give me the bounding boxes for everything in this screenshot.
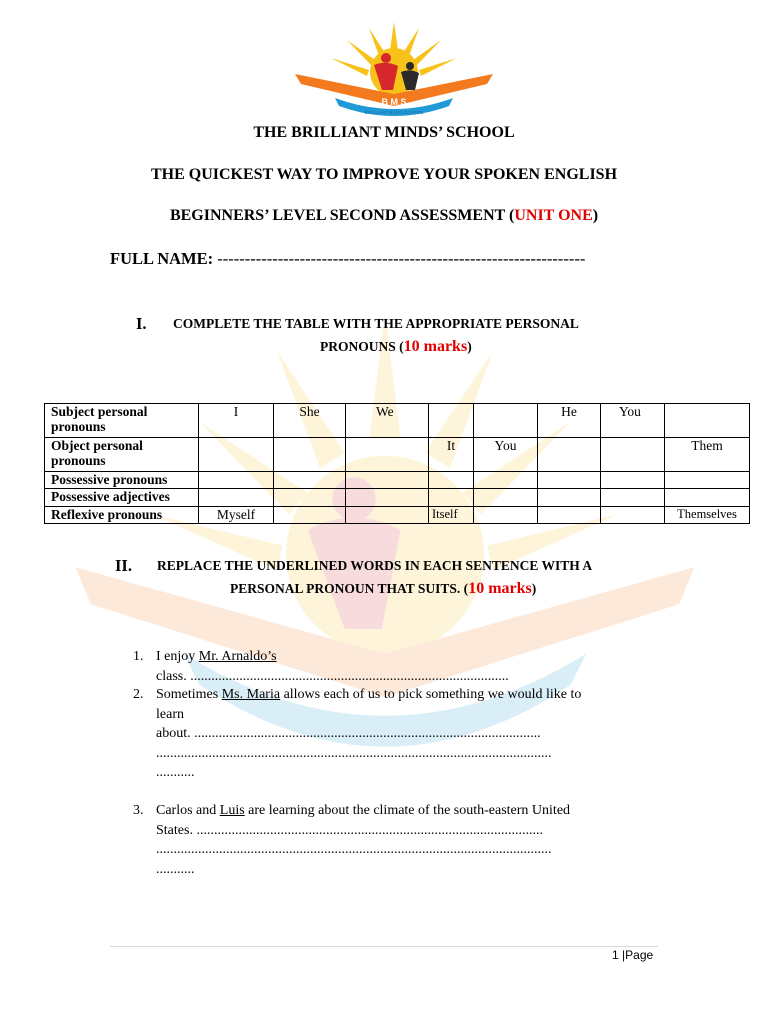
table-row-possessive-pronouns — [45, 472, 750, 489]
full-name-label: FULL NAME: — [110, 249, 214, 268]
section-2-marks: 10 marks — [468, 580, 532, 597]
table-cell[interactable]: You — [601, 404, 665, 438]
question-2-text-cont: allows each of us to pick something we would like to — [280, 687, 582, 702]
section-2-instruction-line1: REPLACE THE UNDERLINED WORDS IN EACH SENTENCE WITH A — [157, 558, 593, 573]
table-cell[interactable]: Them — [665, 438, 750, 472]
answer-line[interactable]: ........... — [156, 765, 195, 780]
page-number-value: 1 — [612, 948, 619, 962]
table-cell[interactable]: I — [199, 404, 274, 438]
table-cell[interactable] — [665, 404, 750, 438]
answer-line[interactable]: ................................................................................................................. — [156, 745, 552, 761]
table-row-possessive-adjectives — [45, 489, 750, 507]
section-2-instruction-line2 — [230, 580, 536, 598]
question-2-text-wrap: learn — [156, 706, 184, 722]
full-name-blank[interactable]: ------------------------------------------------------------------- — [217, 249, 586, 268]
table-cell[interactable] — [274, 489, 346, 507]
answer-line[interactable]: States. ................................................................................................... — [156, 822, 543, 838]
table-cell[interactable]: You — [474, 438, 538, 472]
table-cell[interactable]: He — [538, 404, 601, 438]
pronoun-table — [44, 403, 750, 524]
table-cell[interactable] — [199, 438, 274, 472]
table-cell[interactable]: Myself — [199, 507, 274, 524]
answer-line[interactable]: class. ........................................................................................... — [156, 668, 509, 684]
table-cell[interactable] — [474, 404, 538, 438]
table-cell[interactable] — [538, 489, 601, 507]
assessment-title — [0, 207, 768, 225]
table-cell[interactable] — [429, 489, 474, 507]
question-2 — [156, 685, 581, 783]
course-title: THE QUICKEST WAY TO IMPROVE YOUR SPOKEN ENGLISH — [150, 166, 618, 183]
section-1-marks: 10 marks — [403, 338, 468, 355]
section-1-instruction-line1: COMPLETE THE TABLE WITH THE APPROPRIATE PERSONAL — [173, 316, 579, 331]
unit-label: UNIT ONE — [514, 207, 593, 224]
question-3-text: Carlos and — [156, 803, 220, 818]
underlined-words: Ms. Maria — [221, 687, 281, 702]
table-cell[interactable] — [274, 438, 346, 472]
row-label: Possessive pronouns — [45, 472, 199, 489]
answer-line[interactable]: about. ................................................................................................... — [156, 726, 541, 741]
question-2-number: 2. — [133, 687, 144, 702]
table-cell[interactable] — [538, 507, 601, 524]
full-name-field[interactable] — [110, 249, 585, 269]
question-2-text: Sometimes — [156, 687, 222, 702]
row-label: Subject personal pronouns — [45, 404, 199, 438]
table-cell[interactable] — [601, 472, 665, 489]
table-cell[interactable] — [346, 472, 429, 489]
logo-letters: B M S — [381, 97, 407, 107]
question-1 — [156, 647, 509, 686]
question-3-number: 3. — [133, 803, 144, 818]
table-cell[interactable] — [601, 507, 665, 524]
answer-line[interactable]: ........... — [156, 861, 195, 877]
table-cell[interactable] — [274, 472, 346, 489]
section-1-line2-suffix: ) — [467, 339, 472, 354]
table-row-subject — [45, 404, 750, 438]
table-row-reflexive — [45, 507, 750, 524]
footer-divider — [110, 946, 658, 947]
assessment-prefix: BEGINNERS’ LEVEL SECOND ASSESSMENT ( — [169, 207, 515, 224]
table-cell[interactable]: It — [429, 438, 474, 472]
table-cell[interactable]: We — [346, 404, 429, 438]
table-cell[interactable] — [538, 472, 601, 489]
table-cell[interactable] — [474, 489, 538, 507]
table-cell[interactable]: She — [274, 404, 346, 438]
page-number — [612, 948, 653, 962]
answer-line[interactable]: ................................................................................................................. — [156, 842, 552, 857]
section-2-line2-prefix: PERSONAL PRONOUN THAT SUITS. ( — [230, 581, 469, 596]
table-cell[interactable] — [665, 489, 750, 507]
table-cell[interactable] — [601, 489, 665, 507]
table-cell[interactable] — [601, 438, 665, 472]
table-cell[interactable] — [199, 489, 274, 507]
table-cell[interactable]: Itself — [429, 507, 474, 524]
section-2-numeral: II. — [115, 556, 132, 575]
section-2-line2-suffix: ) — [531, 581, 537, 596]
table-cell[interactable] — [346, 438, 429, 472]
table-cell[interactable] — [474, 507, 538, 524]
section-1-instruction-line2 — [320, 338, 472, 356]
question-1-number: 1. — [133, 649, 144, 664]
question-3-text-cont: are learning about the climate of the south-eastern United — [244, 803, 571, 818]
assessment-suffix: ) — [592, 207, 599, 224]
table-cell[interactable] — [429, 472, 474, 489]
row-label: Possessive adjectives — [45, 489, 199, 507]
section-1-line2-prefix: PRONOUNS ( — [320, 339, 404, 354]
table-cell[interactable] — [274, 507, 346, 524]
page-label: |Page — [622, 948, 654, 962]
table-cell[interactable] — [429, 404, 474, 438]
row-label: Object personal pronouns — [45, 438, 199, 472]
question-3 — [156, 801, 570, 879]
table-row-object — [45, 438, 750, 472]
school-logo — [289, 20, 499, 116]
table-cell[interactable] — [199, 472, 274, 489]
table-cell[interactable] — [474, 472, 538, 489]
row-label: Reflexive pronouns — [45, 507, 199, 524]
logo-ring-text: BRILLIANT MINDS SCHOOL — [364, 110, 424, 115]
table-cell[interactable] — [346, 507, 429, 524]
section-1-numeral: I. — [136, 314, 147, 333]
table-cell[interactable] — [346, 489, 429, 507]
school-name: THE BRILLIANT MINDS’ SCHOOL — [253, 124, 515, 141]
table-cell[interactable] — [538, 438, 601, 472]
table-cell[interactable]: Themselves — [665, 507, 750, 524]
underlined-words: Luis — [219, 803, 245, 818]
question-1-text: I enjoy — [156, 649, 199, 664]
underlined-words: Mr. Arnaldo’s — [198, 649, 277, 664]
table-cell[interactable] — [665, 472, 750, 489]
